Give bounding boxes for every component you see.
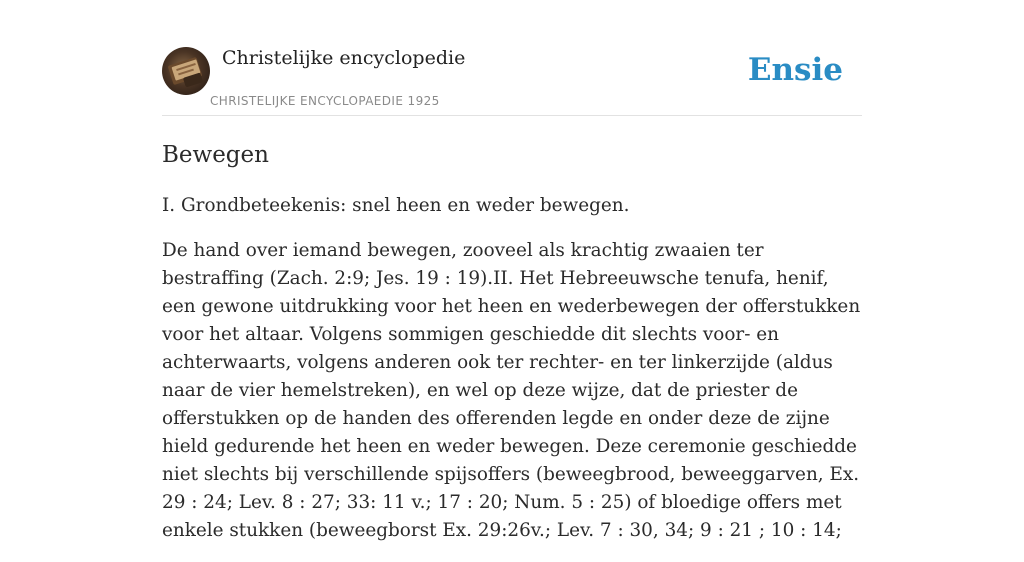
encyclopedia-name-link[interactable]: Christelijke encyclopedie bbox=[222, 47, 466, 69]
article-paragraph: I. Grondbeteekenis: snel heen en weder bewegen. bbox=[162, 195, 630, 216]
article-paragraph: De hand over iemand bewegen, zooveel als krachtig zwaaien ter bestraffing (Zach. 2:9; Jes. 19 : 19).II. Het Hebreeuwsche tenufa, henif, een gewone uitdrukking voor het heen en wederbewegen der offerstukken voor het altaar. Volgens sommigen geschiedde dit slechts voor- en achterwaarts, volgens anderen ook ter rechter- en ter linkerzijde (aldus naar de vier hemelstreken), en wel op deze wijze, dat de priester de offerstukken op de handen des offerenden legde en onder deze de zijne hield gedurende het heen en weder bewegen. Deze ceremonie geschiedde niet slechts bij verschillende spijsoffers (beweegbrood, beweeggarven, Ex. 29 : 24; Lev. 8 : 27; 33: 11 v.; 17 : 20; Num. 5 : 25) of bloedige offers met enkele stukken (beweegborst Ex. 29:26v.; Lev. 7 : 30, 34; 9 : 21 ; 10 : 14; bbox=[162, 240, 861, 541]
ensie-logo-link[interactable]: Ensie bbox=[747, 52, 843, 88]
article-content bbox=[162, 140, 864, 562]
article-title: Bewegen bbox=[162, 142, 269, 168]
book-photo-icon[interactable] bbox=[162, 47, 210, 95]
encyclopedia-header bbox=[162, 46, 862, 116]
encyclopedia-subtitle: CHRISTELIJKE ENCYCLOPAEDIE 1925 bbox=[210, 94, 440, 108]
